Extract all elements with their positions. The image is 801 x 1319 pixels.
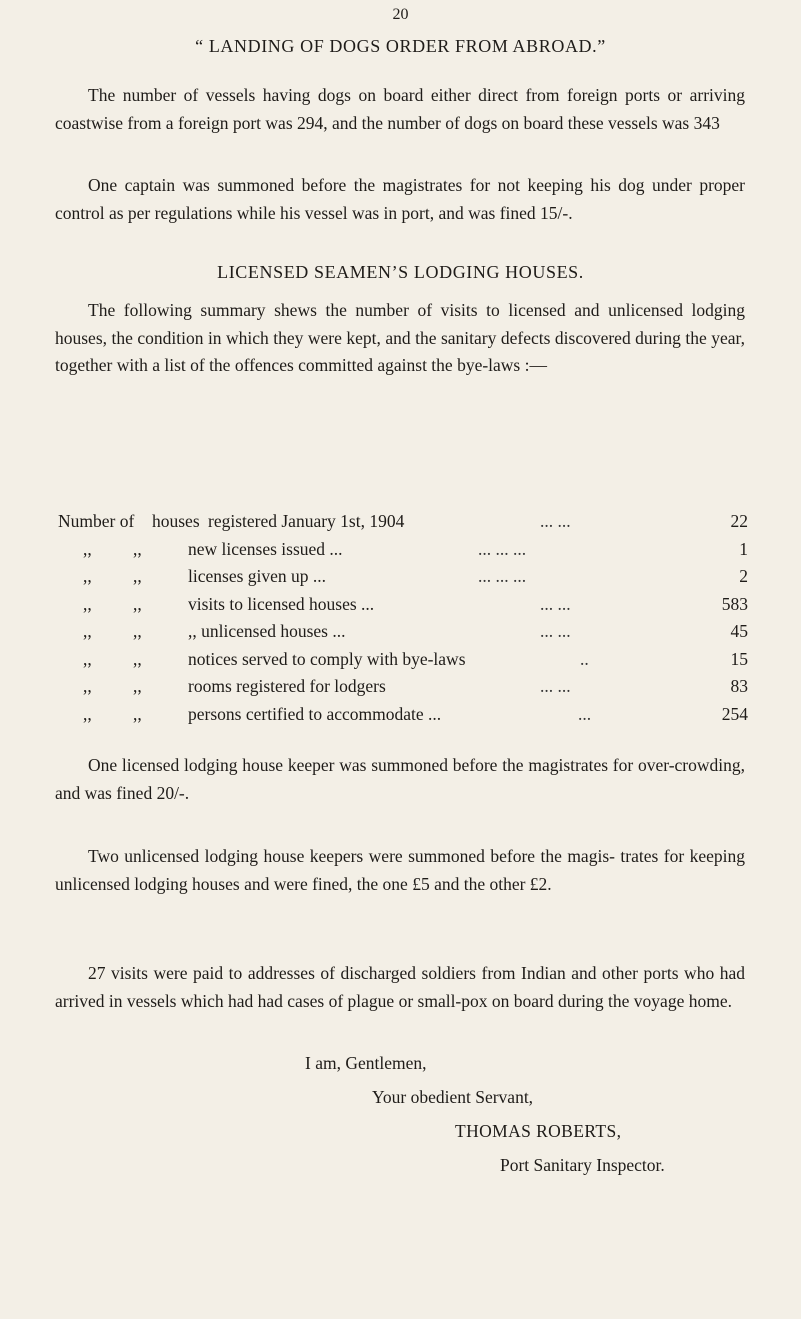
row-ditto: ,, <box>133 621 142 641</box>
row-value: 15 <box>730 648 748 669</box>
row-value: 2 <box>739 566 748 586</box>
row-ditto: ,, <box>133 648 142 669</box>
row-value: 583 <box>721 593 748 614</box>
row-label: ,, unlicensed houses ... <box>188 621 346 641</box>
summary-row <box>58 673 748 701</box>
row-leaders: ... ... <box>540 511 571 531</box>
paragraph-overcrowding: One licensed lodging house keeper was summoned before the magistrates for over-crowding, and was fined 20/-. <box>55 755 745 803</box>
row-leaders: ... ... ... <box>478 566 527 586</box>
row-ditto: ,, <box>133 593 142 614</box>
section-heading-lodging: LICENSED SEAMEN’S LODGING HOUSES. <box>217 262 584 282</box>
summary-table <box>58 508 748 728</box>
row-label: persons certified to accommodate ... <box>188 703 442 724</box>
row-prefix: ,, <box>83 621 92 641</box>
row-prefix: ,, <box>83 538 92 559</box>
paragraph-dogs-vessels: The number of vessels having dogs on board either direct from foreign ports or arriving coastwise from a foreign port was 294, and the number of dogs on board these vessels was 343 <box>55 85 745 133</box>
row-ditto: ,, <box>133 703 142 724</box>
row-value: 45 <box>730 621 748 641</box>
row-label: notices served to comply with bye-laws <box>188 648 466 669</box>
row-label: visits to licensed houses ... <box>188 593 375 614</box>
page-number: 20 <box>392 6 409 23</box>
summary-row <box>58 563 748 591</box>
paragraph-soldiers-visits: 27 visits were paid to addresses of discharged soldiers from Indian and other ports who had arrived in vessels which had had cases of plague or small-pox on board during the voyage home. <box>55 963 745 1011</box>
row-label: new licenses issued ... <box>188 538 343 559</box>
row-prefix: Number of <box>58 511 135 531</box>
summary-row <box>58 646 748 674</box>
row-ditto: ,, <box>133 538 142 559</box>
row-ditto: ,, <box>133 676 142 696</box>
row-ditto: ,, <box>133 566 142 586</box>
row-prefix: ,, <box>83 676 92 696</box>
closing-salutation: I am, Gentlemen, <box>305 1053 427 1073</box>
summary-row <box>58 618 748 646</box>
summary-row <box>58 701 748 729</box>
paragraph-unlicensed-keepers: Two unlicensed lodging house keepers were summoned before the magis- trates for keeping unlicensed lodging houses and were fined, the one £5 and the other £2. <box>55 846 745 894</box>
row-value: 22 <box>730 511 748 531</box>
paragraph-captain-summoned: One captain was summoned before the magistrates for not keeping his dog under proper control as per regulations while his vessel was in port, and was fined 15/-. <box>55 175 745 223</box>
row-leaders: ... <box>578 703 592 724</box>
closing-servant: Your obedient Servant, <box>372 1087 534 1107</box>
row-leaders: ... ... <box>540 621 571 641</box>
summary-row <box>58 591 748 619</box>
row-value: 1 <box>739 538 748 559</box>
row-leaders: ... ... <box>540 676 571 696</box>
signatory-title: Port Sanitary Inspector. <box>500 1155 665 1175</box>
row-label: registered January 1st, 1904 <box>208 511 405 531</box>
row-leaders: ... ... ... <box>478 538 527 559</box>
summary-row <box>58 508 748 536</box>
summary-row <box>58 536 748 564</box>
row-ditto: houses <box>152 511 200 531</box>
paragraph-summary-intro: The following summary shews the number of visits to licensed and unlicensed lodging houses, the condition in which they were kept, and the sanitary defects discovered during the year, together with a list of the offences committed against the bye-laws :— <box>55 300 745 375</box>
row-prefix: ,, <box>83 703 92 724</box>
row-leaders: .. <box>580 648 589 669</box>
row-label: rooms registered for lodgers <box>188 676 386 696</box>
row-label: licenses given up ... <box>188 566 327 586</box>
row-prefix: ,, <box>83 566 92 586</box>
row-value: 83 <box>730 676 748 696</box>
row-prefix: ,, <box>83 648 92 669</box>
row-leaders: ... ... <box>540 593 571 614</box>
section-heading-dogs: “ LANDING OF DOGS ORDER FROM ABROAD.” <box>195 36 606 56</box>
row-value: 254 <box>721 703 748 724</box>
signatory-name: THOMAS ROBERTS, <box>455 1121 622 1141</box>
row-prefix: ,, <box>83 593 92 614</box>
